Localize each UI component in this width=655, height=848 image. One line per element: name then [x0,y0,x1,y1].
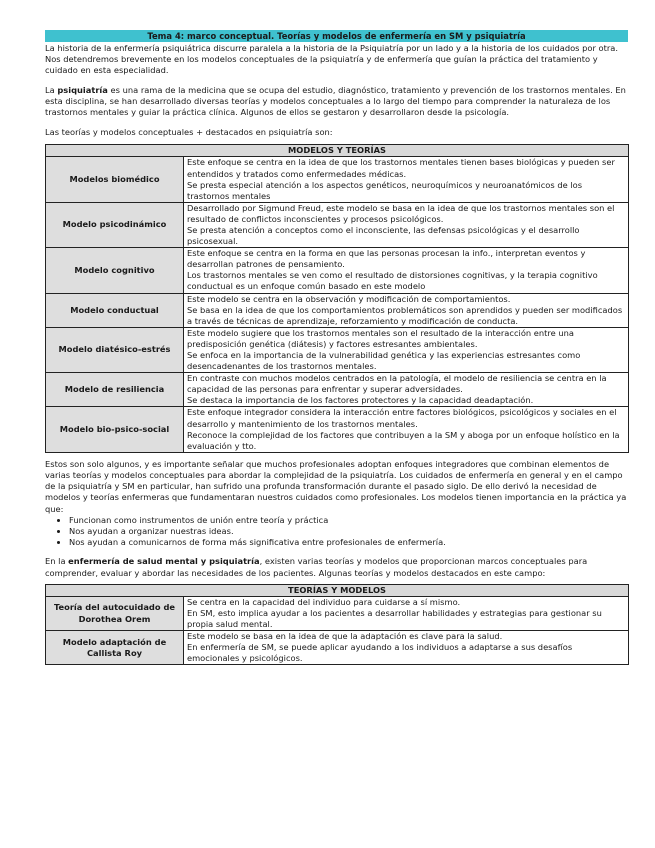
list-item: • Nos ayudan a organizar nuestras ideas. [69,526,628,537]
table-row [46,202,629,247]
table-row [46,327,629,372]
list-item: • Nos ayudan a comunicarnos de forma más significativa entre profesionales de enfermería. [69,537,628,548]
row-text: Se centra en la capacidad del individuo para cuidarse a sí mismo. En SM, esto implica ayudar a los pacientes a desarrollar habilidades y estrategias para gestionar su propia salud mental. [184,596,629,630]
row-text: En contraste con muchos modelos centrados en la patología, el modelo de resiliencia se centra en la capacidad de las personas para enfrentar y superar adversidades. Se destaca la importancia de los factores protectores y la capacidad deadaptación. [184,373,629,407]
row-label: Modelo bio-psico-social [46,407,184,452]
table-header: MODELOS Y TEORÍAS [46,145,629,157]
intro-paragraph-history: La historia de la enfermería psiquiátrica discurre paralela a la historia de la Psiquiatría por un lado y a la historia de los cuidados por otra. Nos detendremos brevemente en los modelos conceptuales de la psiquiatría y de enfermería que guían la práctica del tratamiento y cuidado en esta especialidad. [45,43,618,76]
row-label: Teoría del autocuidado de Dorothea Orem [46,596,184,630]
row-label: Modelo diatésico-estrés [46,327,184,372]
paragraph-integrative-approaches: Estos son solo algunos, y es importante señalar que muchos profesionales adoptan enfoques integradores que combinan elementos de varias teorías y modelos conceptuales para abordar la complejidad de la psiquiatría. Los cuidados de enfermería en general y en el campo de la psiquiatría y SM en particular, han sufrido una profunda transformación durante el pasado siglo. De ello derivó la necesidad de modelos y teorías enfermeras que fundamentaran nuestros cuidados como profesionales. Los modelos tienen importancia en la práctica ya que: [45,458,627,514]
row-label: Modelo adaptación de Callista Roy [46,631,184,665]
row-label: Modelo cognitivo [46,248,184,293]
table-header-row [46,584,629,596]
table-row [46,293,629,327]
row-text: Este modelo sugiere que los trastornos mentales son el resultado de la interacción entre una predisposición genética (diátesis) y factores estresantes ambientales. Se enfoca en la importancia de la vulnerabilidad genética y las experiencias estresantes como desencadenantes de los trastornos mentales. [184,327,629,372]
paragraph-mental-health-nursing: En la enfermería de salud mental y psiquiatría, existen varias teorías y modelos que proporcionan marcos conceptuales para comprender, evaluar y abordar las necesidades de los pacientes. Algunas teorías y modelos destacados en este campo: [45,556,588,578]
nursing-theories-table [45,584,629,666]
table-row [46,596,629,630]
table-row [46,157,629,202]
row-text: Este enfoque se centra en la forma en que las personas procesan la info., interpretan eventos y desarrollan patrones de pensamiento. Los trastornos mentales se ven como el resultado de distorsiones cognitivas, y la terapia cognitivo conductual es un enfoque común basado en este modelo [184,248,629,293]
row-text: Este enfoque se centra en la idea de que los trastornos mentales tienen bases biológicas y pueden ser entendidos y tratados como enfermedades médicas. Se presta especial atención a los aspectos genéticos, neuroquímicos y neuroanatómicos de los trastornos mentales [184,157,629,202]
psychiatry-term: psiquiatría [57,84,108,95]
row-text: Este modelo se centra en la observación y modificación de comportamientos. Se basa en la idea de que los comportamientos problemáticos son aprendidos y pueden ser modificados a través de técnicas de aprendizaje, reforzamiento y modificación de conducta. [184,293,629,327]
row-label: Modelos biomédico [46,157,184,202]
table-header-row [46,145,629,157]
mental-health-nursing-term: enfermería de salud mental y psiquiatría [68,556,260,567]
models-theories-table [45,144,629,452]
importance-bullet-list [45,515,628,549]
intro-paragraph-list-lead: Las teorías y modelos conceptuales + destacados en psiquiatría son: [45,127,333,138]
row-label: Modelo de resiliencia [46,373,184,407]
document-page [45,30,628,665]
table-row [46,373,629,407]
intro-paragraph-psychiatry: La psiquiatría es una rama de la medicina que se ocupa del estudio, diagnóstico, tratamiento y prevención de los trastornos mentales. En esta disciplina, se han desarrollado diversas teorías y modelos conceptuales a lo largo del tiempo para comprender la naturaleza de los trastornos mentales y guiar la práctica clínica. Algunos de ellos se gestaron y desarrollaron desde la psicología. [45,84,626,118]
row-text: Desarrollado por Sigmund Freud, este modelo se basa en la idea de que los trastornos mentales son el resultado de conflictos inconscientes y procesos psicológicos. Se presta atención a conceptos como el inconsciente, las defensas psicológicas y el desarrollo psicosexual. [184,202,629,247]
row-text: Este modelo se basa en la idea de que la adaptación es clave para la salud. En enfermería de SM, se puede aplicar ayudando a los individuos a adaptarse a sus desafíos emocionales y psicológicos. [184,631,629,665]
row-text: Este enfoque integrador considera la interacción entre factores biológicos, psicológicos y sociales en el desarrollo y mantenimiento de los trastornos mentales. Reconoce la complejidad de los factores que contribuyen a la SM y aboga por un enfoque holístico en la evaluación y tto. [184,407,629,452]
row-label: Modelo psicodinámico [46,202,184,247]
table-row [46,407,629,452]
document-title: Tema 4: marco conceptual. Teorías y modelos de enfermería en SM y psiquiatría [45,30,628,42]
table-row [46,248,629,293]
table-header: TEORÍAS Y MODELOS [46,584,629,596]
list-item: • Funcionan como instrumentos de unión entre teoría y práctica [69,515,628,526]
row-label: Modelo conductual [46,293,184,327]
table-row [46,631,629,665]
